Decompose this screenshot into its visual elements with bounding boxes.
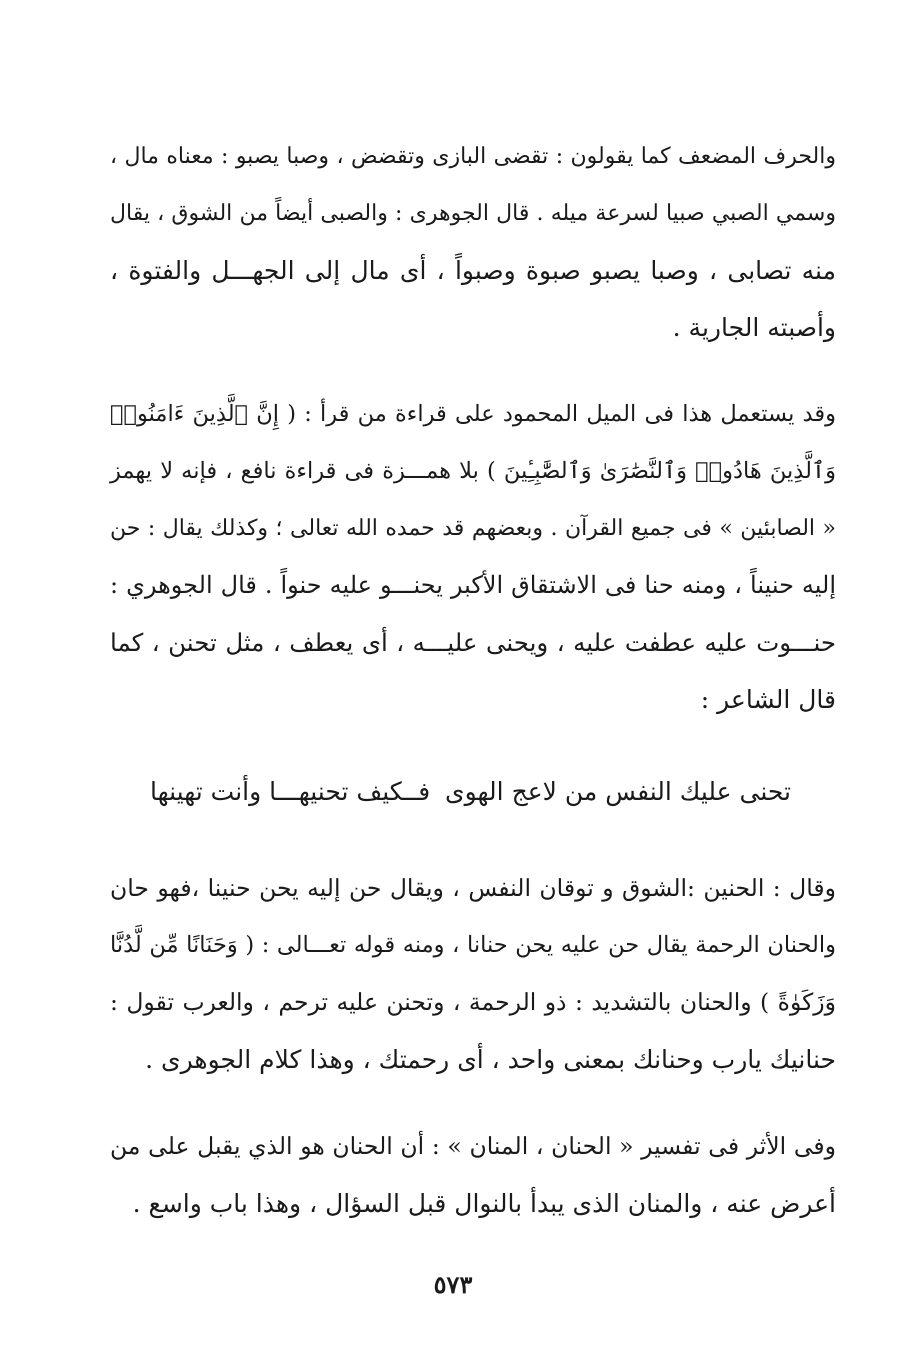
paragraph-4: [110, 1118, 836, 1232]
text-line: أعرض عنه ، والمنان الذى يبدأ بالنوال قبل السؤال ، وهذا باب واسع .: [132, 1189, 836, 1218]
verse-second-hemistich: فــكيف تحنيهـــا وأنت تهينها: [150, 777, 431, 806]
text-line: وسمي الصبي صبيا لسرعة ميله . قال الجوهرى : والصبى أيضاً من الشوق ، يقال: [110, 201, 836, 226]
text-line: وَزَكَوٰةً ) والحنان بالتشديد : ذو الرحمة ، وتحنن عليه ترحم ، والعرب تقول :: [110, 988, 836, 1016]
paragraph-1: [110, 128, 836, 356]
text-line: قال الشاعر :: [700, 685, 836, 714]
text-line: « الصابئين » فى جميع القرآن . وبعضهم قد حمده الله تعالى ؛ وكذلك يقال : حن: [110, 516, 836, 541]
text-line: وأصبته الجارية .: [672, 313, 836, 342]
text-line: والحرف المضعف كما يقولون : تقضى البازى وتقضض ، وصبا يصبو : معناه مال ،: [110, 144, 836, 169]
text-line: وقال : الحنين :الشوق و توقان النفس ، ويقال حن إليه يحن حنينا ،فهو حان: [110, 874, 836, 902]
text-line: وفى الأثر فى تفسير « الحنان ، المنان » : أن الحنان هو الذي يقبل على من: [110, 1132, 836, 1160]
paragraph-2: [110, 386, 836, 728]
text-line: وقد يستعمل هذا فى الميل المحمود على قراءة من قرأ : ( إِنَّ ٱلَّذِينَ ءَامَنُوا۟: [110, 401, 836, 427]
text-line: وَٱلَّذِينَ هَادُوا۟ وَٱلنَّصَٰرَىٰ وَٱلصَّٰبِـِٔينَ ) بلا همـــزة فى قراءة نافع ، فإنه لا يهمز: [110, 458, 836, 484]
paragraph-3: [110, 860, 836, 1088]
page-number: ٥٧٣: [433, 1270, 473, 1299]
page-body: [110, 128, 836, 1232]
verse-first-hemistich: تحنى عليك النفس من لاعج الهوى: [445, 777, 791, 806]
text-line: منه تصابى ، وصبا يصبو صبوة وصبواً ، أى مال إلى الجهـــل والفتوة ،: [110, 256, 836, 285]
text-line: حنانيك يارب وحنانك بمعنى واحد ، أى رحمتك ، وهذا كلام الجوهرى .: [145, 1045, 836, 1074]
text-line: والحنان الرحمة يقال حن عليه يحن حنانا ، ومنه قوله تعـــالى : ( وَحَنَانًا مِّن لَّدُنَّا: [110, 932, 836, 958]
text-line: إليه حنيناً ، ومنه حنا فى الاشتقاق الأكبر يحنـــو عليه حنواً . قال الجوهري :: [110, 571, 836, 599]
poetry-verse: [110, 762, 836, 822]
text-line: حنـــوت عليه عطفت عليه ، ويحنى عليـــه ، أى يعطف ، مثل تحنن ، كما: [110, 628, 836, 657]
